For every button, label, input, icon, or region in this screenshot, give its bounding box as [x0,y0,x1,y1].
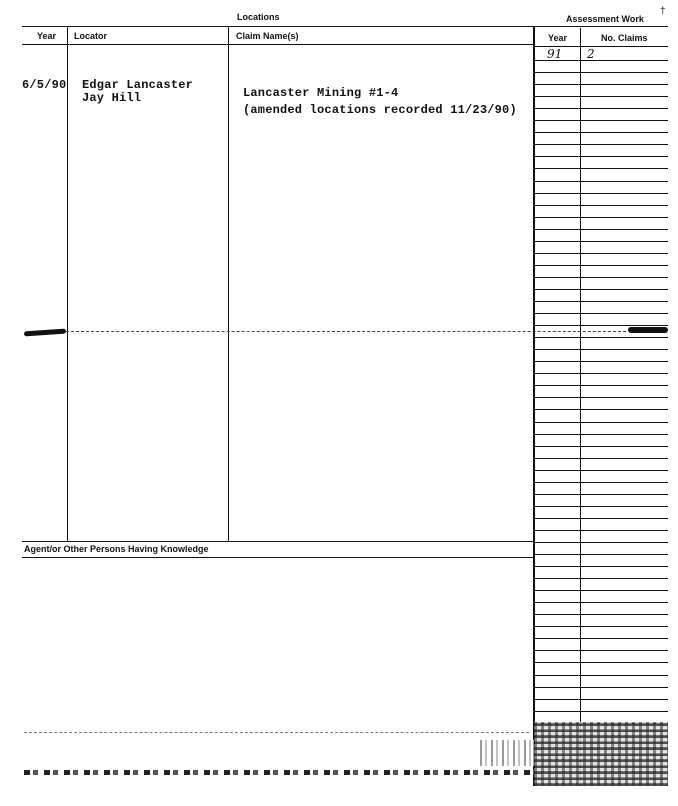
assessment-row-rule [534,482,668,483]
assessment-row-rule [534,168,668,169]
entry-claim-2: (amended locations recorded 11/23/90) [243,103,517,117]
assessment-row-rule [534,265,668,266]
assessment-row-rule [534,542,668,543]
assessment-row-rule [534,506,668,507]
assessment-row-rule [534,60,668,61]
assessment-row-rule [534,108,668,109]
assessment-row-rule [534,409,668,410]
assessment-row-rule [534,156,668,157]
assessment-row-rule [534,590,668,591]
assessment-row-rule [534,217,668,218]
assessment-row-rule [534,120,668,121]
assessment-row-rule [534,193,668,194]
assessment-row-rule [534,289,668,290]
header-bottom-rule [22,44,534,45]
assessment-row-rule [534,277,668,278]
assessment-row-rule [534,638,668,639]
assessment-row-rule [534,494,668,495]
header-locator: Locator [74,31,108,41]
corner-mark: † [660,6,666,17]
assessment-row-rule [534,397,668,398]
assessment-row-rule [534,313,668,314]
assessment-row-rule [534,229,668,230]
assessment-row-rule [534,301,668,302]
assessment-row-rule [534,205,668,206]
fold-mark-left [24,329,66,337]
assessment-row-rule [534,385,668,386]
assessment-row-rule [534,446,668,447]
assessment-row-rule [534,554,668,555]
assessment-year-entry: 91 [547,47,563,61]
assessment-row-rule [534,626,668,627]
assessment-row-rule [534,422,668,423]
assessment-row-rule [534,72,668,73]
assessment-row-rule [534,711,668,712]
bottom-scan-band [24,770,534,775]
assessment-row-rule [534,650,668,651]
assessment-row-rule [534,675,668,676]
assessment-row-rule [534,530,668,531]
assessment-row-rule [534,253,668,254]
assessment-row-rule [534,241,668,242]
assessment-row-rule [534,614,668,615]
assessment-row-rule [534,699,668,700]
assessment-row-rule [534,578,668,579]
assessment-row-rule [534,181,668,182]
assessment-row-rule [534,337,668,338]
locator-claim-divider [228,26,229,541]
assessment-row-rule [534,434,668,435]
agent-label: Agent/or Other Persons Having Knowledge [24,544,209,554]
assessment-row-rule [534,662,668,663]
header-year: Year [37,31,57,41]
assessment-row-rule [534,325,668,326]
agent-top-rule [22,541,534,542]
assessment-row-rule [534,566,668,567]
assessment-row-rule [534,361,668,362]
year-locator-divider [67,26,68,541]
assessment-claims-entry: 2 [587,47,595,61]
assessment-row-rule [534,602,668,603]
header-assessment-year: Year [548,33,568,43]
assessment-row-rule [534,349,668,350]
agent-bottom-rule [22,557,534,558]
assessment-row-rule [534,518,668,519]
header-no-claims: No. Claims [601,33,648,43]
left-scan-noise [480,740,534,766]
assessment-row-rule [534,470,668,471]
assessment-scan-noise [534,722,668,786]
assessment-work-title: Assessment Work [566,14,644,24]
locations-title: Locations [237,12,280,22]
assessment-row-rule [534,144,668,145]
assessment-row-rule [534,84,668,85]
header-claim-names: Claim Name(s) [236,31,299,41]
assessment-row-rule [534,373,668,374]
entry-locator-2: Jay Hill [82,91,142,105]
assessment-row-rule [534,687,668,688]
entry-claim-1: Lancaster Mining #1-4 [243,86,399,100]
assessment-row-rule [534,458,668,459]
entry-year: 6/5/90 [22,78,67,92]
entry-locator-1: Edgar Lancaster [82,78,194,92]
assessment-rows [534,0,668,806]
bottom-noise-line [24,732,529,733]
assessment-row-rule [534,132,668,133]
assessment-row-rule [534,96,668,97]
